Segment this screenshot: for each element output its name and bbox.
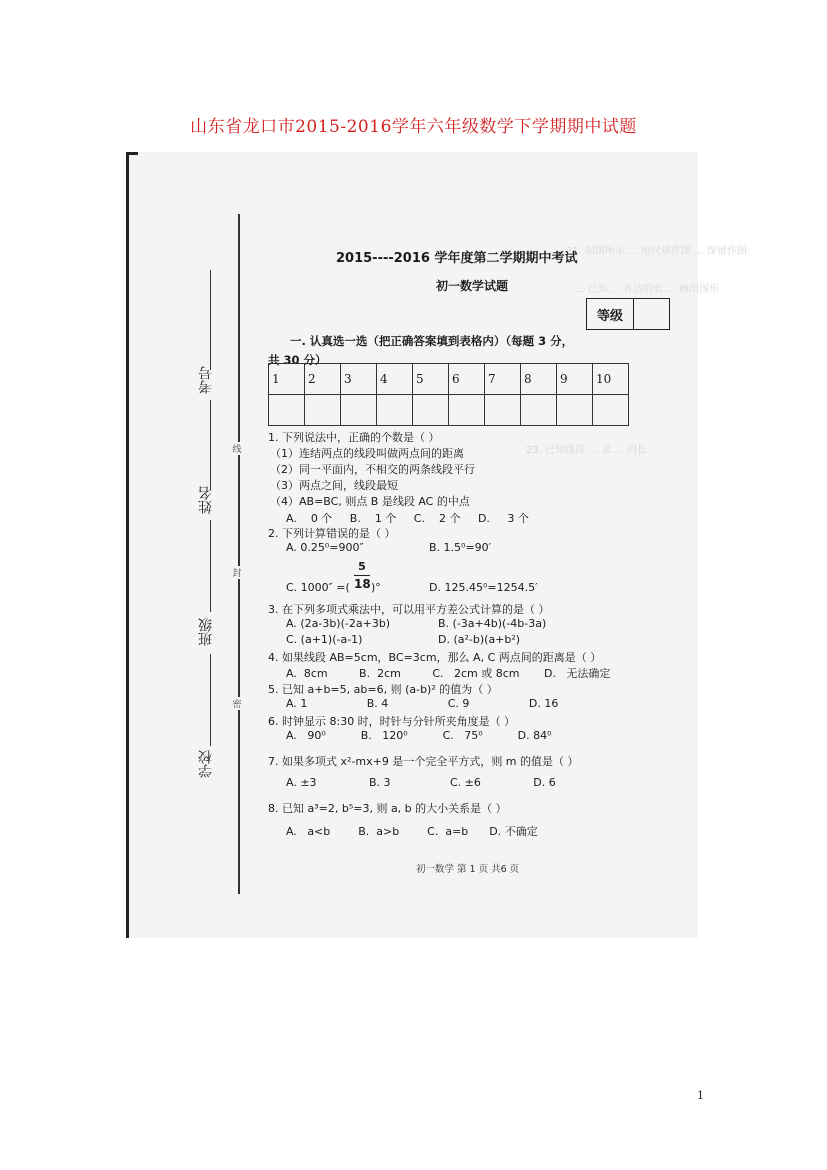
question-2-option-c: C. 1000″ =( <box>286 581 350 594</box>
field-underline <box>210 520 211 612</box>
exam-number-label: 考号 <box>198 366 214 394</box>
question-7-stem: 7. 如果多项式 x²-mx+9 是一个完全平方式，则 m 的值是（ ） <box>268 755 579 768</box>
question-8-options: A. a<b B. a>b C. a=b D. 不确定 <box>286 825 538 838</box>
answer-number-cell: 10 <box>593 364 629 395</box>
bleed-through-text: 三. 已知 ... 各边的长 ... 画出图形 <box>571 284 720 295</box>
name-label: 姓名 <box>198 486 214 514</box>
binding-mark-mi: 密 <box>230 697 244 710</box>
answer-blank-cell <box>305 395 341 426</box>
answer-blank-cell <box>341 395 377 426</box>
section-heading-line1: 一. 认真选一选（把正确答案填到表格内）（每题 3 分， <box>290 334 574 348</box>
answer-number-cell: 6 <box>449 364 485 395</box>
fraction-bar <box>354 575 370 576</box>
answer-table <box>268 363 629 426</box>
question-1-statement-1: （1）连结两点的线段叫做两点间的距离 <box>270 447 464 460</box>
document-title: 山东省龙口市2015-2016学年六年级数学下学期期中试题 <box>190 117 637 137</box>
question-1-statement-4: （4）AB=BC, 则点 B 是线段 AC 的中点 <box>270 495 470 508</box>
class-label: 班级 <box>198 618 214 646</box>
answer-number-cell: 2 <box>305 364 341 395</box>
question-3-option-b: B. (-3a+4b)(-4b-3a) <box>438 617 547 630</box>
binding-mark-feng: 封 <box>230 566 244 579</box>
question-6-options: A. 90⁰ B. 120⁰ C. 75⁰ D. 84⁰ <box>286 729 552 742</box>
answer-number-cell: 8 <box>521 364 557 395</box>
question-4-stem: 4. 如果线段 AB=5cm，BC=3cm，那么 A, C 两点间的距离是（ ） <box>268 651 602 664</box>
question-2-option-a: A. 0.25⁰=900″ <box>286 541 364 554</box>
answer-number-cell: 7 <box>485 364 521 395</box>
field-underline <box>210 400 211 490</box>
answer-number-row <box>269 364 629 395</box>
fraction-denominator: 18 <box>354 577 371 591</box>
question-2-option-d: D. 125.45⁰=1254.5′ <box>429 581 538 594</box>
scan-border-left <box>126 152 129 938</box>
answer-blank-cell <box>521 395 557 426</box>
answer-blank-cell <box>377 395 413 426</box>
scanned-exam-page <box>126 152 747 938</box>
question-5-stem: 5. 已知 a+b=5, ab=6, 则 (a-b)² 的值为（ ） <box>268 683 498 696</box>
question-2-stem: 2. 下列计算错误的是（ ） <box>268 527 396 540</box>
section-heading-line2: 共 30 分） <box>268 353 327 367</box>
field-underline <box>210 270 211 370</box>
field-underline <box>210 654 211 746</box>
school-label: 学校 <box>198 750 214 778</box>
question-2-option-b: B. 1.5⁰=90′ <box>429 541 492 554</box>
binding-line <box>238 214 240 894</box>
answer-number-cell: 1 <box>269 364 305 395</box>
grade-box <box>586 298 670 330</box>
question-7-options: A. ±3 B. 3 C. ±6 D. 6 <box>286 776 556 789</box>
answer-blank-cell <box>485 395 521 426</box>
fraction-numerator: 5 <box>358 560 366 573</box>
question-8-stem: 8. 已知 a³=2, b⁵=3, 则 a, b 的大小关系是（ ） <box>268 802 507 815</box>
binding-mark-xian: 线 <box>230 442 244 455</box>
question-1-statement-3: （3）两点之间，线段最短 <box>270 479 398 492</box>
question-3-stem: 3. 在下列多项式乘法中，可以用平方差公式计算的是（ ） <box>268 603 550 616</box>
answer-blank-cell <box>413 395 449 426</box>
question-3-option-c: C. (a+1)(-a-1) <box>286 633 363 646</box>
answer-number-cell: 5 <box>413 364 449 395</box>
bleed-through-text: 23. 已知线段 ... 求 ... 的长 <box>526 445 647 456</box>
question-3-option-a: A. (2a-3b)(-2a+3b) <box>286 617 391 630</box>
question-3-option-d: D. (a²-b)(a+b²) <box>438 633 521 646</box>
answer-blank-cell <box>449 395 485 426</box>
scan-border-top <box>126 152 138 155</box>
question-6-stem: 6. 时钟显示 8:30 时，时针与分针所夹角度是（ ） <box>268 715 516 728</box>
exam-title: 2015----2016 学年度第二学期期中考试 <box>336 251 578 266</box>
question-5-options: A. 1 B. 4 C. 9 D. 16 <box>286 697 559 710</box>
exam-subtitle: 初一数学试题 <box>436 279 509 293</box>
grade-value-cell <box>634 299 669 329</box>
answer-number-cell: 4 <box>377 364 413 395</box>
question-2-option-c-tail: )° <box>371 581 381 594</box>
exam-page-footer: 初一数学 第 1 页 共6 页 <box>416 864 520 875</box>
grade-label: 等级 <box>587 299 634 329</box>
answer-number-cell: 3 <box>341 364 377 395</box>
answer-blank-cell <box>557 395 593 426</box>
answer-blank-row <box>269 395 629 426</box>
question-1-statement-2: （2）同一平面内，不相交的两条线段平行 <box>270 463 475 476</box>
answer-number-cell: 9 <box>557 364 593 395</box>
question-4-options: A. 8cm B. 2cm C. 2cm 或 8cm D. 无法确定 <box>286 667 611 680</box>
question-1-options: A. 0 个 B. 1 个 C. 2 个 D. 3 个 <box>286 512 529 525</box>
page-number: 1 <box>697 1089 704 1102</box>
question-1-stem: 1. 下列说法中，正确的个数是（ ） <box>268 431 440 444</box>
bleed-through-text: 21. 如图所示 ... 用尺规作图 ... 保留作图 <box>566 246 747 257</box>
answer-blank-cell <box>269 395 305 426</box>
question-2-fraction <box>354 561 370 590</box>
answer-blank-cell <box>593 395 629 426</box>
